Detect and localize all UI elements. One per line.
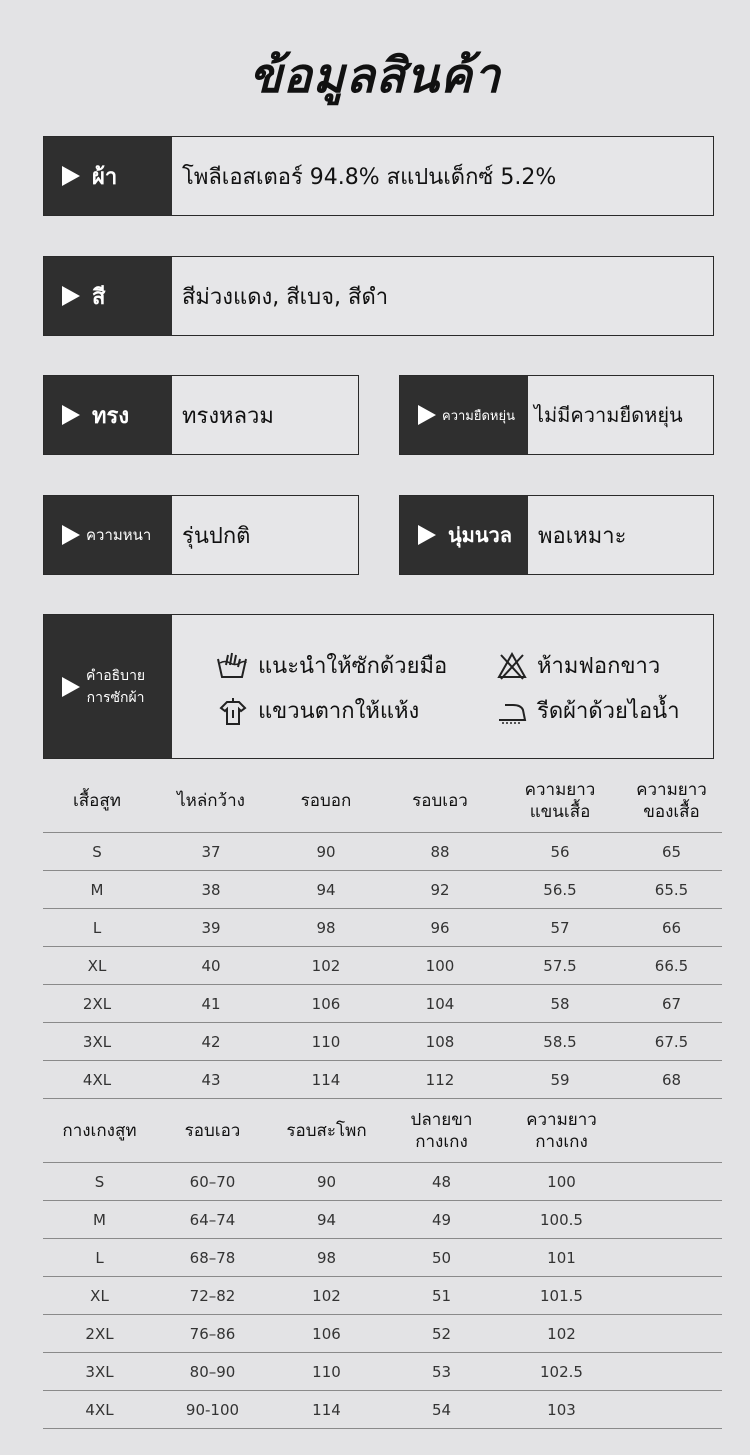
table-row bbox=[43, 947, 722, 985]
play-triangle-icon bbox=[62, 405, 80, 425]
thickness-row bbox=[43, 495, 359, 575]
table-header-cell: ความยาว ของเสื้อ bbox=[621, 770, 722, 833]
table-cell bbox=[624, 1391, 722, 1429]
table-cell bbox=[624, 1163, 722, 1201]
play-triangle-icon bbox=[62, 166, 80, 186]
table-header-cell: ความยาว กางเกง bbox=[499, 1100, 624, 1163]
table-cell: 59 bbox=[499, 1061, 621, 1099]
care-label-block bbox=[44, 615, 172, 758]
table-cell: 106 bbox=[271, 985, 381, 1023]
shape-label: ทรง bbox=[92, 403, 130, 429]
table-cell: 114 bbox=[269, 1391, 384, 1429]
table-cell: S bbox=[43, 833, 151, 871]
table-cell bbox=[624, 1201, 722, 1239]
table-row bbox=[43, 985, 722, 1023]
table-cell: XL bbox=[43, 1277, 156, 1315]
table-cell: 65.5 bbox=[621, 871, 722, 909]
table-cell: 2XL bbox=[43, 985, 151, 1023]
table-cell: M bbox=[43, 1201, 156, 1239]
table-cell bbox=[624, 1315, 722, 1353]
table-cell: 90 bbox=[271, 833, 381, 871]
thickness-label: ความหนา bbox=[86, 526, 152, 544]
table-cell: 94 bbox=[271, 871, 381, 909]
table-cell: 104 bbox=[381, 985, 499, 1023]
table-cell: 110 bbox=[269, 1353, 384, 1391]
table-cell: 103 bbox=[499, 1391, 624, 1429]
table-row bbox=[43, 1391, 722, 1429]
table-row bbox=[43, 1061, 722, 1099]
table-cell: 68 bbox=[621, 1061, 722, 1099]
table-cell: 100 bbox=[499, 1163, 624, 1201]
table-cell: 60–70 bbox=[156, 1163, 269, 1201]
table-cell: 100.5 bbox=[499, 1201, 624, 1239]
table-cell: 66.5 bbox=[621, 947, 722, 985]
thickness-label-block bbox=[44, 496, 172, 574]
table-cell: 90-100 bbox=[156, 1391, 269, 1429]
care-item-text: แนะนำให้ซักด้วยมือ bbox=[258, 654, 448, 679]
table-cell: 114 bbox=[271, 1061, 381, 1099]
table-row bbox=[43, 1163, 722, 1201]
table-cell bbox=[624, 1277, 722, 1315]
table-cell: 76–86 bbox=[156, 1315, 269, 1353]
table-cell: 56 bbox=[499, 833, 621, 871]
table-cell: 50 bbox=[384, 1239, 499, 1277]
table-cell: 64–74 bbox=[156, 1201, 269, 1239]
table-row bbox=[43, 1201, 722, 1239]
table-cell: 65 bbox=[621, 833, 722, 871]
table-cell: 3XL bbox=[43, 1023, 151, 1061]
table-cell: 40 bbox=[151, 947, 271, 985]
table-row bbox=[43, 1239, 722, 1277]
fabric-label-block bbox=[44, 137, 172, 215]
table-cell: 98 bbox=[269, 1239, 384, 1277]
table-cell: 41 bbox=[151, 985, 271, 1023]
table-header-cell: รอบเอว bbox=[381, 770, 499, 833]
care-section bbox=[43, 614, 714, 759]
color-label: สี bbox=[92, 284, 106, 310]
table-header-row bbox=[43, 1100, 722, 1163]
table-header-row bbox=[43, 770, 722, 833]
table-cell: 67.5 bbox=[621, 1023, 722, 1061]
table-cell bbox=[624, 1239, 722, 1277]
table-cell: 110 bbox=[271, 1023, 381, 1061]
play-triangle-icon bbox=[62, 677, 80, 697]
table-cell: 51 bbox=[384, 1277, 499, 1315]
table-cell: 101 bbox=[499, 1239, 624, 1277]
table-cell: 53 bbox=[384, 1353, 499, 1391]
softness-row bbox=[399, 495, 714, 575]
table-row bbox=[43, 1277, 722, 1315]
care-item-text: แขวนตากให้แห้ง bbox=[258, 699, 420, 724]
table-cell: 57 bbox=[499, 909, 621, 947]
no-bleach-icon bbox=[497, 651, 527, 681]
fabric-row bbox=[43, 136, 714, 216]
care-item-hand-wash bbox=[216, 648, 447, 683]
table-cell: 58.5 bbox=[499, 1023, 621, 1061]
stretch-label: ความยืดหยุ่น bbox=[442, 408, 515, 424]
table-header-cell: รอบสะโพก bbox=[269, 1100, 384, 1163]
table-cell: 58 bbox=[499, 985, 621, 1023]
fabric-value: โพลีเอสเตอร์ 94.8% สแปนเด็กซ์ 5.2% bbox=[182, 164, 557, 190]
table-cell: 102 bbox=[269, 1277, 384, 1315]
page-title: ข้อมูลสินค้า bbox=[249, 48, 501, 104]
table-header-cell: เสื้อสูท bbox=[43, 770, 151, 833]
table-cell: L bbox=[43, 909, 151, 947]
table-cell: 3XL bbox=[43, 1353, 156, 1391]
table-cell: 49 bbox=[384, 1201, 499, 1239]
table-header-cell: รอบเอว bbox=[156, 1100, 269, 1163]
table-cell: 2XL bbox=[43, 1315, 156, 1353]
care-item-text: รีดผ้าด้วยไอน้ำ bbox=[537, 699, 680, 724]
play-triangle-icon bbox=[62, 286, 80, 306]
care-item-hang-dry bbox=[218, 693, 419, 728]
color-label-block bbox=[44, 257, 172, 335]
table-cell: 43 bbox=[151, 1061, 271, 1099]
hand-wash-icon bbox=[216, 651, 248, 681]
stretch-row bbox=[399, 375, 714, 455]
jacket-size-table bbox=[43, 770, 722, 1099]
thickness-value: รุ่นปกติ bbox=[182, 523, 251, 549]
care-item-steam-iron bbox=[497, 693, 680, 728]
table-cell: XL bbox=[43, 947, 151, 985]
table-cell: 80–90 bbox=[156, 1353, 269, 1391]
table-cell: 68–78 bbox=[156, 1239, 269, 1277]
table-cell: 37 bbox=[151, 833, 271, 871]
table-cell: 4XL bbox=[43, 1061, 151, 1099]
table-cell: 39 bbox=[151, 909, 271, 947]
care-item-no-bleach bbox=[497, 648, 660, 683]
table-cell: S bbox=[43, 1163, 156, 1201]
steam-iron-icon bbox=[497, 696, 527, 726]
table-cell: 96 bbox=[381, 909, 499, 947]
table-header-cell: กางเกงสูท bbox=[43, 1100, 156, 1163]
table-row bbox=[43, 871, 722, 909]
care-label-line1: คำอธิบาย bbox=[86, 667, 146, 684]
table-cell: 101.5 bbox=[499, 1277, 624, 1315]
table-cell: 90 bbox=[269, 1163, 384, 1201]
table-cell: 67 bbox=[621, 985, 722, 1023]
table-cell: 56.5 bbox=[499, 871, 621, 909]
table-cell: 52 bbox=[384, 1315, 499, 1353]
table-cell: 54 bbox=[384, 1391, 499, 1429]
table-row bbox=[43, 1353, 722, 1391]
table-header-cell: รอบอก bbox=[271, 770, 381, 833]
table-row bbox=[43, 833, 722, 871]
shape-label-block bbox=[44, 376, 172, 454]
care-label-line2: การซักผ้า bbox=[86, 689, 145, 706]
table-row bbox=[43, 909, 722, 947]
table-cell: 42 bbox=[151, 1023, 271, 1061]
table-row bbox=[43, 1315, 722, 1353]
shape-row bbox=[43, 375, 359, 455]
table-cell: 57.5 bbox=[499, 947, 621, 985]
table-header-cell: ไหล่กว้าง bbox=[151, 770, 271, 833]
table-cell: L bbox=[43, 1239, 156, 1277]
table-cell: 98 bbox=[271, 909, 381, 947]
color-value: สีม่วงแดง, สีเบจ, สีดำ bbox=[182, 284, 389, 310]
softness-value: พอเหมาะ bbox=[538, 523, 627, 549]
table-row bbox=[43, 1023, 722, 1061]
table-cell: 102 bbox=[271, 947, 381, 985]
fabric-label: ผ้า bbox=[92, 164, 118, 190]
softness-label: นุ่มนวล bbox=[448, 523, 513, 547]
table-cell: 38 bbox=[151, 871, 271, 909]
table-cell: 48 bbox=[384, 1163, 499, 1201]
table-cell: 88 bbox=[381, 833, 499, 871]
care-item-text: ห้ามฟอกขาว bbox=[537, 654, 661, 679]
softness-label-block bbox=[400, 496, 528, 574]
table-cell: 94 bbox=[269, 1201, 384, 1239]
play-triangle-icon bbox=[62, 525, 80, 545]
table-cell: 106 bbox=[269, 1315, 384, 1353]
table-cell: 112 bbox=[381, 1061, 499, 1099]
shape-value: ทรงหลวม bbox=[182, 403, 274, 429]
table-header-cell: ปลายขา กางเกง bbox=[384, 1100, 499, 1163]
table-cell: 102 bbox=[499, 1315, 624, 1353]
table-cell: 108 bbox=[381, 1023, 499, 1061]
table-cell: 100 bbox=[381, 947, 499, 985]
play-triangle-icon bbox=[418, 405, 436, 425]
table-cell: 4XL bbox=[43, 1391, 156, 1429]
play-triangle-icon bbox=[418, 525, 436, 545]
table-cell: M bbox=[43, 871, 151, 909]
table-cell: 66 bbox=[621, 909, 722, 947]
table-cell: 92 bbox=[381, 871, 499, 909]
pants-size-table bbox=[43, 1100, 722, 1429]
color-row bbox=[43, 256, 714, 336]
table-cell: 72–82 bbox=[156, 1277, 269, 1315]
hang-dry-icon bbox=[218, 696, 248, 726]
table-cell: 102.5 bbox=[499, 1353, 624, 1391]
stretch-label-block bbox=[400, 376, 528, 454]
table-header-cell: ความยาว แขนเสื้อ bbox=[499, 770, 621, 833]
stretch-value: ไม่มีความยืดหยุ่น bbox=[534, 403, 683, 427]
table-header-cell bbox=[624, 1100, 722, 1163]
table-cell bbox=[624, 1353, 722, 1391]
